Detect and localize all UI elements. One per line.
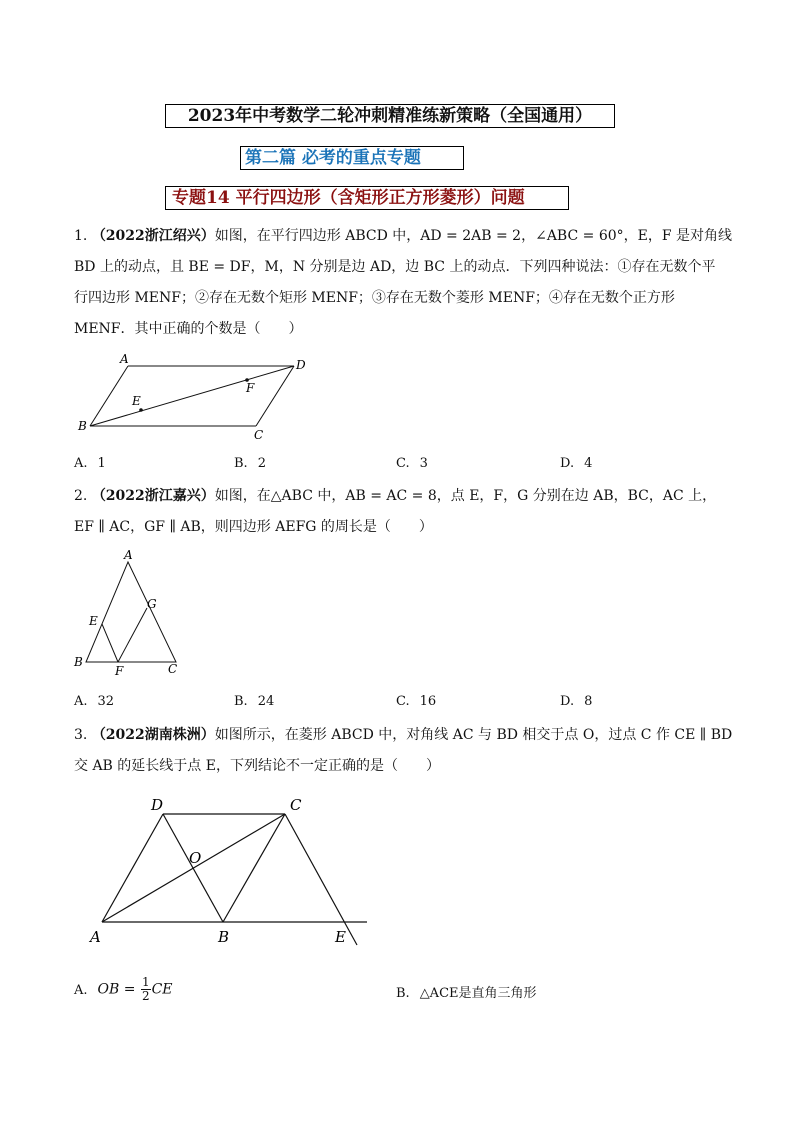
question-text: 如图，在△ABC 中，AB = AC = 8，点 E，F，G 分别在边 AB，BC，AC 上，: [214, 488, 717, 504]
q1-figure-parallelogram: [74, 352, 324, 442]
label-e: E: [335, 928, 346, 946]
question-3-line-2: 交 AB 的延长线于点 E，下列结论不一定正确的是（ ）: [74, 758, 440, 774]
question-source: （2022浙江绍兴）: [91, 228, 215, 244]
topic-heading: 专题14 平行四边形（含矩形正方形菱形）问题: [165, 186, 569, 210]
q2-option-a[interactable]: A. 32: [74, 694, 115, 709]
q1-option-b[interactable]: B. 2: [234, 456, 266, 471]
point-e: [139, 408, 143, 412]
label-a: A: [120, 352, 129, 366]
label-e: E: [132, 394, 141, 408]
question-2: [74, 481, 734, 543]
label-a: A: [90, 928, 101, 946]
fraction-one-half: $\frac{1}{2}$: [141, 975, 150, 1003]
question-1-line-4: MENF．其中正确的个数是（ ）: [74, 321, 303, 337]
part-heading: 第二篇 必考的重点专题: [240, 146, 464, 170]
label-b: B: [74, 655, 83, 669]
q2-option-b[interactable]: B. 24: [234, 694, 275, 709]
label-c: C: [254, 428, 264, 442]
question-1: [74, 221, 734, 345]
question-number: 3.: [74, 727, 88, 743]
q1-option-c[interactable]: C. 3: [396, 456, 428, 471]
segment-ef: [102, 624, 118, 662]
diagonal-bd: [163, 814, 223, 922]
q3-figure-rhombus: [80, 790, 380, 950]
q3-option-b[interactable]: B. △ACE是直角三角形: [396, 986, 537, 1001]
question-text: 如图，在平行四边形 ABCD 中，AD = 2AB = 2，∠ABC = 60°，E，F 是对角线: [214, 228, 733, 244]
q1-option-a[interactable]: A. 1: [74, 456, 106, 471]
label-d: D: [151, 796, 164, 814]
question-1-line-3: 行四边形 MENF；②存在无数个矩形 MENF；③存在无数个菱形 MENF；④存在无数个正方形: [74, 290, 675, 306]
question-source: （2022浙江嘉兴）: [91, 488, 215, 504]
q1-option-d[interactable]: D. 4: [560, 456, 593, 471]
edge-cb: [223, 814, 285, 922]
question-1-line-1: [74, 221, 734, 252]
question-3-line-1: [74, 720, 734, 751]
document-title: 2023年中考数学二轮冲刺精准练新策略（全国通用）: [165, 104, 615, 128]
label-d: D: [296, 358, 306, 372]
question-2-line-1: [74, 481, 734, 512]
q2-option-d[interactable]: D. 8: [560, 694, 593, 709]
question-text: 如图所示，在菱形 ABCD 中，对角线 AC 与 BD 相交于点 O，过点 C 作 CE ∥ BD: [214, 727, 733, 743]
q2-figure-triangle: [70, 548, 190, 680]
label-f: F: [115, 664, 124, 678]
label-c: C: [290, 796, 302, 814]
triangle-abc: [86, 562, 176, 662]
question-number: 2.: [74, 488, 88, 504]
label-g: G: [147, 597, 157, 611]
label-f: F: [246, 381, 255, 395]
segment-ce: [285, 814, 357, 945]
diagonal-bd: [90, 366, 294, 426]
question-2-line-2: EF ∥ AC，GF ∥ AB，则四边形 AEFG 的周长是（ ）: [74, 519, 433, 535]
segment-fg: [118, 608, 147, 662]
label-o: O: [189, 849, 202, 867]
label-b: B: [78, 419, 87, 433]
question-number: 1.: [74, 228, 88, 244]
label-c: C: [168, 662, 178, 676]
question-1-line-2: BD 上的动点，且 BE = DF，M，N 分别是边 AD，边 BC 上的动点．下列四种说法：①存在无数个平: [74, 259, 716, 275]
question-source: （2022湖南株洲）: [91, 727, 215, 743]
label-b: B: [218, 928, 230, 946]
label-a: A: [124, 548, 133, 562]
q3-option-a[interactable]: A. OB = $\frac{1}{2}$ CE: [74, 975, 173, 1003]
edge-ad: [102, 814, 163, 922]
question-3: [74, 720, 734, 782]
label-e: E: [89, 614, 98, 628]
q2-option-c[interactable]: C. 16: [396, 694, 437, 709]
